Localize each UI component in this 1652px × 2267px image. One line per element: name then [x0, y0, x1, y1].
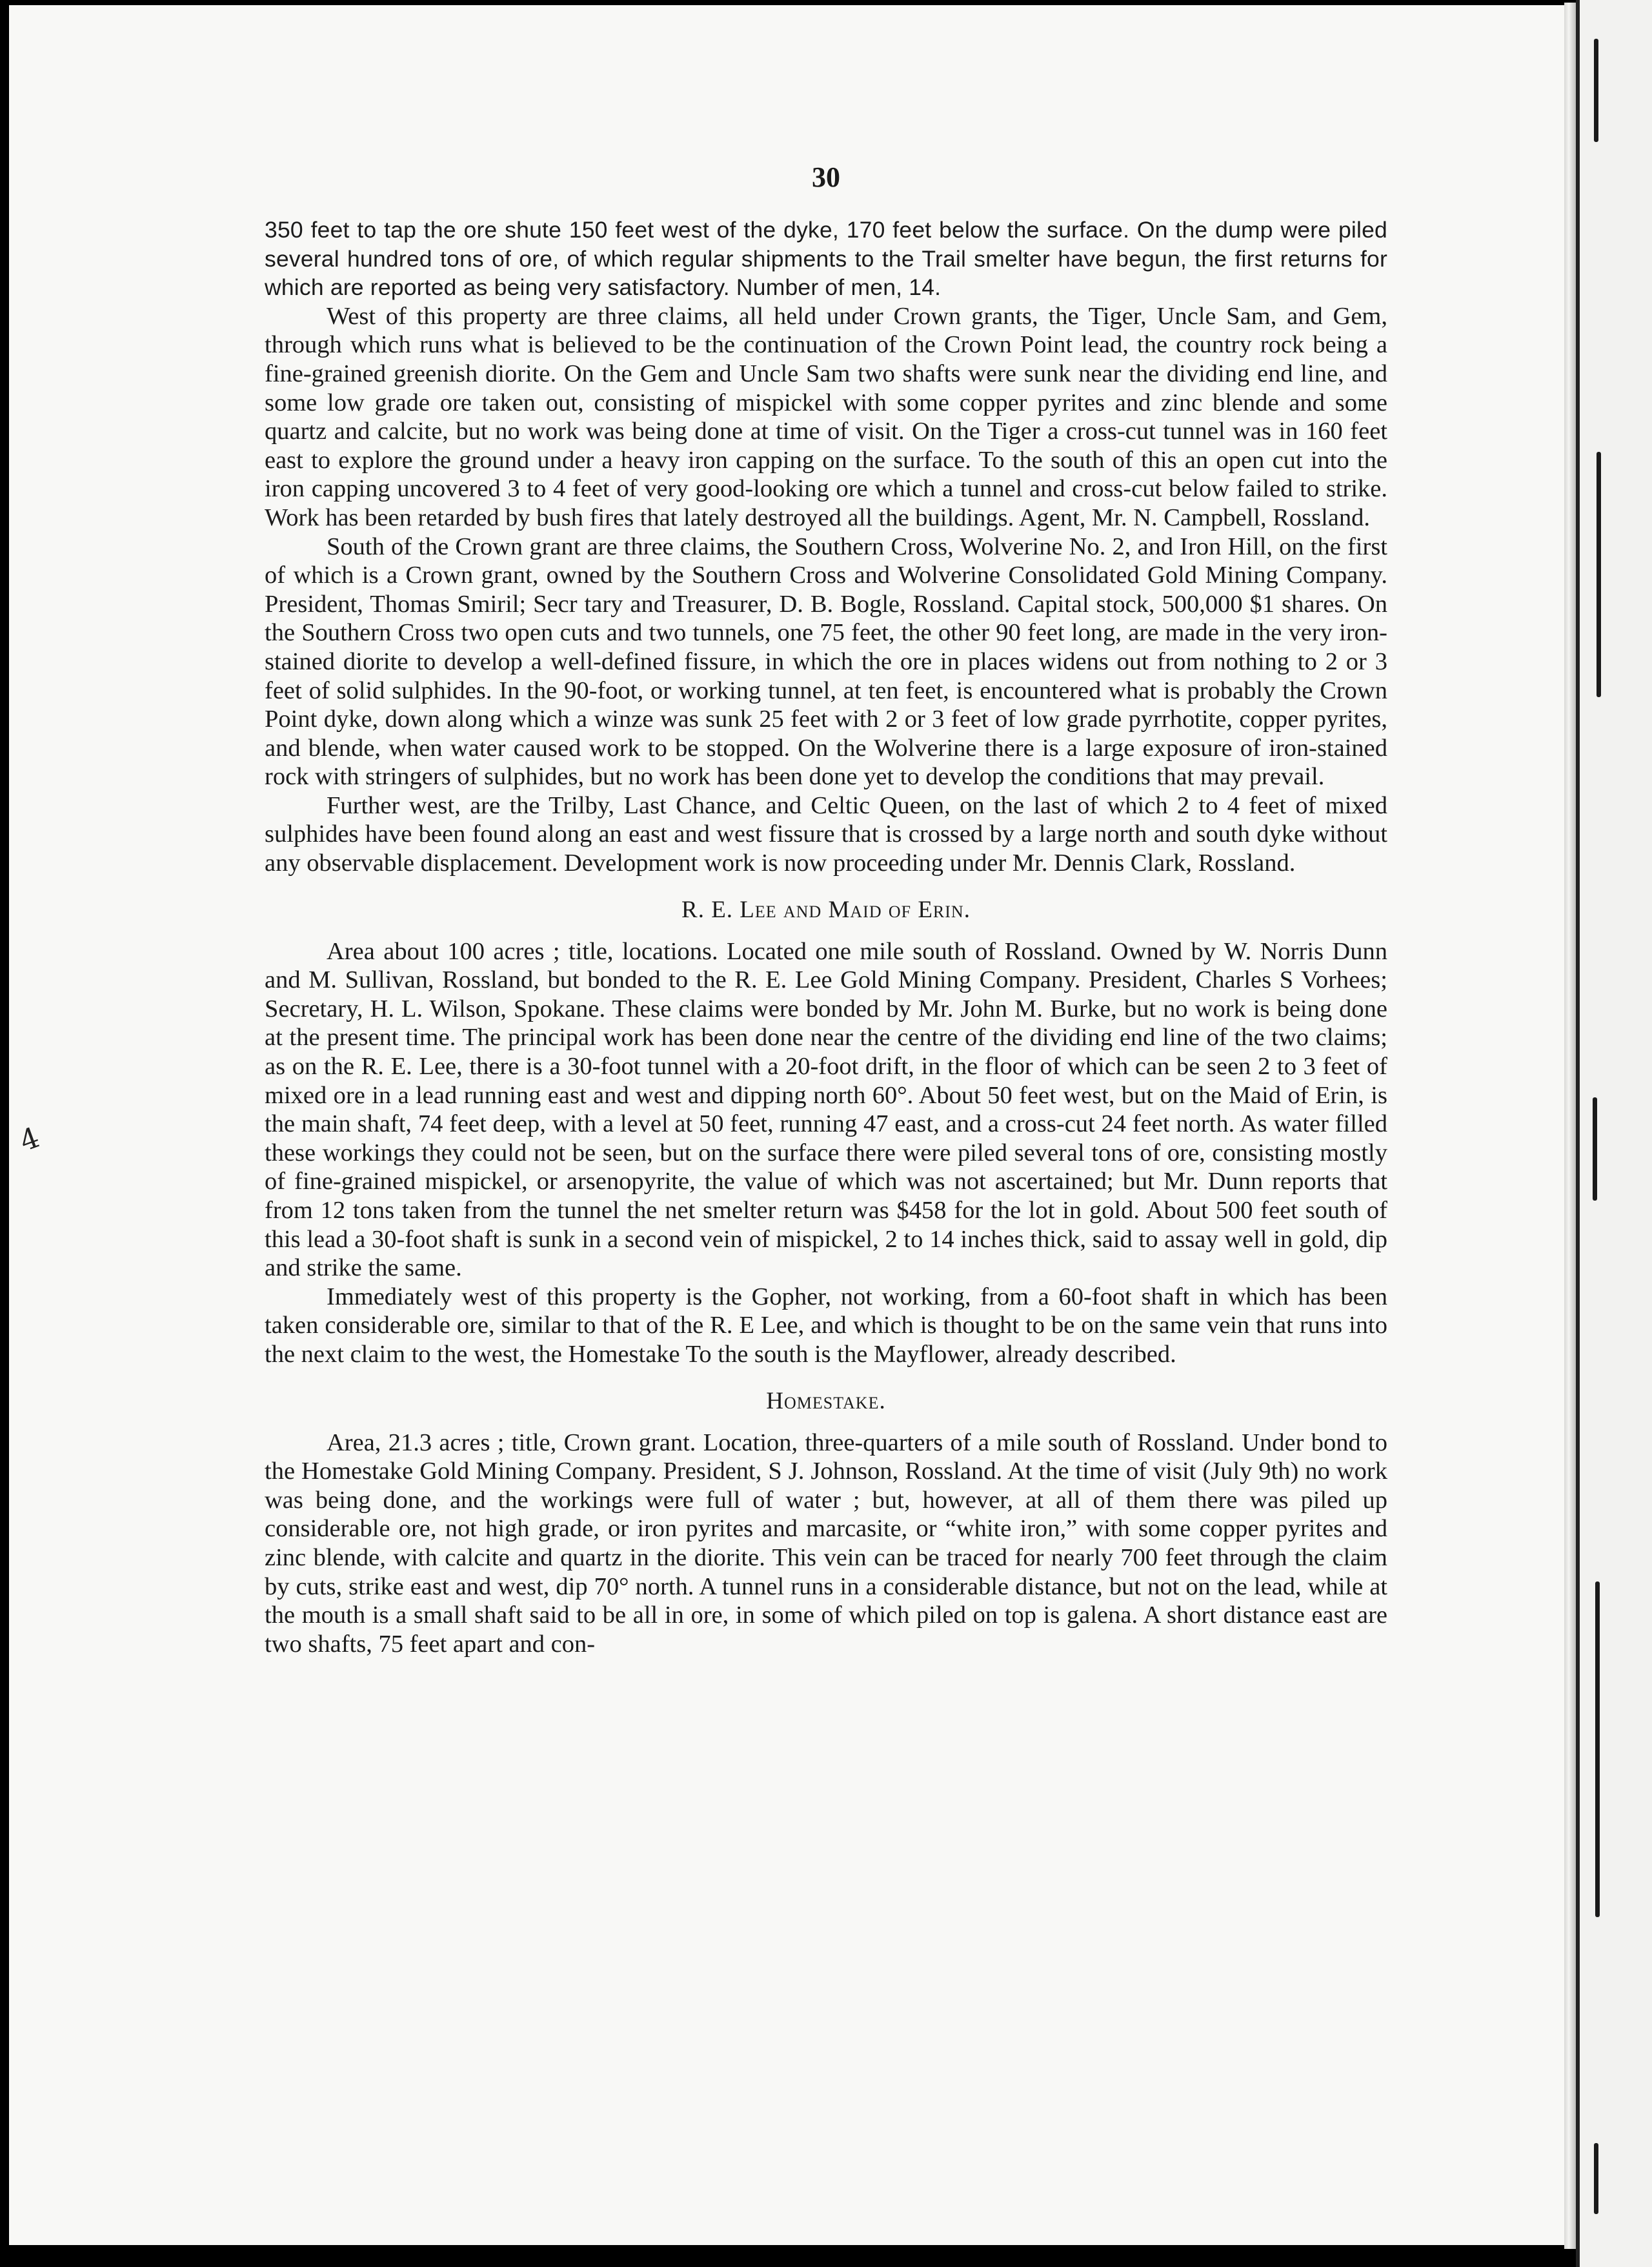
section-heading: Homestake. — [766, 1387, 886, 1414]
paragraph: Area, 21.3 acres ; title, Crown grant. Location, three-quarters of a mile south of Rossland. Under bond to the Homestake Gold Mining Company. President, S J. Johnson, Rossland. At the time of visit (July 9th) no work was being done, and the workings were full of water ; but, however, at all of them there was piled up considerable ore, not high grade, or iron pyrites and marcasite, or “white iron,” with some copper pyrites and zinc blende, with calcite and quartz in the diorite. This vein can be traced for nearly 700 feet through the claim by cuts, strike east and west, dip 70° north. A tunnel runs in a considerable distance, but not on the lead, while at the mouth is a small shaft said to be all in ore, in some of which piled on top is galena. A short distance east are two shafts, 75 feet apart and con- — [265, 1428, 1387, 1658]
page-edge — [1564, 3, 1576, 2249]
edge-scratch-mark — [1594, 39, 1598, 142]
margin-mark: 4 — [15, 1121, 44, 1159]
page-number: 30 — [812, 161, 840, 193]
page-content — [265, 161, 1387, 1658]
paragraph: West of this property are three claims, all held under Crown grants, the Tiger, Uncle Sam, and Gem, through which runs what is believed to be the continuation of the Crown Point lead, the country rock being a fine-grained greenish diorite. On the Gem and Uncle Sam two shafts were sunk near the dividing end line, and some low grade ore taken out, consisting of mispickel with some copper pyrites and zinc blende and some quartz and calcite, but no work was being done at time of visit. On the Tiger a cross-cut tunnel was in 160 feet east to explore the ground under a heavy iron capping on the surface. To the south of this an open cut into the iron capping uncovered 3 to 4 feet of very good-looking ore which a tunnel and cross-cut below failed to strike. Work has been retarded by bush fires that lately destroyed all the buildings. Agent, Mr. N. Campbell, Rossland. — [265, 302, 1387, 531]
edge-scratch-mark — [1593, 1097, 1597, 1201]
paragraph: Immediately west of this property is the Gopher, not working, from a 60-foot shaft in which has been taken considerable ore, similar to that of the R. E Lee, and which is thought to be on the same vein that runs into the next claim to the west, the Homestake To the south is the Mayflower, already described. — [265, 1283, 1387, 1368]
paragraph: 350 feet to tap the ore shute 150 feet west of the dyke, 170 feet below the surface. On the dump were piled several hundred tons of ore, of which regular shipments to the Trail smelter have begun, the first returns for which are reported as being very satisfactory. Number of men, 14. — [265, 217, 1387, 301]
paragraph: Area about 100 acres ; title, locations. Located one mile south of Rossland. Owned by W. Norris Dunn and M. Sullivan, Rossland, but bonded to the R. E. Lee Gold Mining Company. President, Charles S Vorhees; Secretary, H. L. Wilson, Spokane. These claims were bonded by Mr. John M. Burke, but no work is being done at the present time. The principal work has been done near the centre of the dividing end line of the two claims; as on the R. E. Lee, there is a 30-foot tunnel with a 20-foot drift, in the floor of which can be seen 2 to 3 feet of mixed ore in a lead running east and west and dipping north 60°. About 50 feet west, but on the Maid of Erin, is the main shaft, 74 feet deep, with a level at 50 feet, running 47 east, and a cross-cut 24 feet north. As water filled these workings they could not be seen, but on the surface there were piled several tons of ore, consisting mostly of fine-grained mispickel, or arsenopyrite, the value of which was not ascertained; but Mr. Dunn reports that from 12 tons taken from the tunnel the net smelter return was $458 for the lot in gold. About 500 feet south of this lead a 30-foot shaft is sunk in a second vein of mispickel, 2 to 14 inches thick, said to assay well in gold, dip and strike the same. — [265, 937, 1387, 1282]
edge-scratch-mark — [1594, 2143, 1598, 2214]
section-heading: R. E. Lee and Maid of Erin. — [681, 896, 971, 923]
adjacent-page-strip — [1576, 0, 1652, 2267]
edge-scratch-mark — [1597, 452, 1601, 697]
paragraph: Further west, are the Trilby, Last Chance, and Celtic Queen, on the last of which 2 to 4 feet of mixed sulphides have been found along an east and west fissure that is crossed by a large north and south dyke without any observable displacement. Development work is now proceeding under Mr. Dennis Clark, Rossland. — [265, 791, 1387, 877]
edge-scratch-mark — [1595, 1581, 1600, 1917]
paragraph: South of the Crown grant are three claims, the Southern Cross, Wolverine No. 2, and Iron Hill, on the first of which is a Crown grant, owned by the Southern Cross and Wolverine Consolidated Gold Mining Company. President, Thomas Smiril; Secr tary and Treasurer, D. B. Bogle, Rossland. Capital stock, 500,000 $1 shares. On the Southern Cross two open cuts and two tunnels, one 75 feet, the other 90 feet long, are made in the very iron-stained diorite to develop a well-defined fissure, in which the ore in places widens out from nothing to 2 or 3 feet of solid sulphides. In the 90-foot, or working tunnel, at ten feet, is encountered what is probably the Crown Point dyke, down along which a winze was sunk 25 feet with 2 or 3 feet of low grade pyrrhotite, copper pyrites, and blende, when water caused work to be stopped. On the Wolverine there is a large exposure of iron-stained rock with stringers of sulphides, but no work has been done yet to develop the conditions that may prevail. — [265, 533, 1387, 791]
